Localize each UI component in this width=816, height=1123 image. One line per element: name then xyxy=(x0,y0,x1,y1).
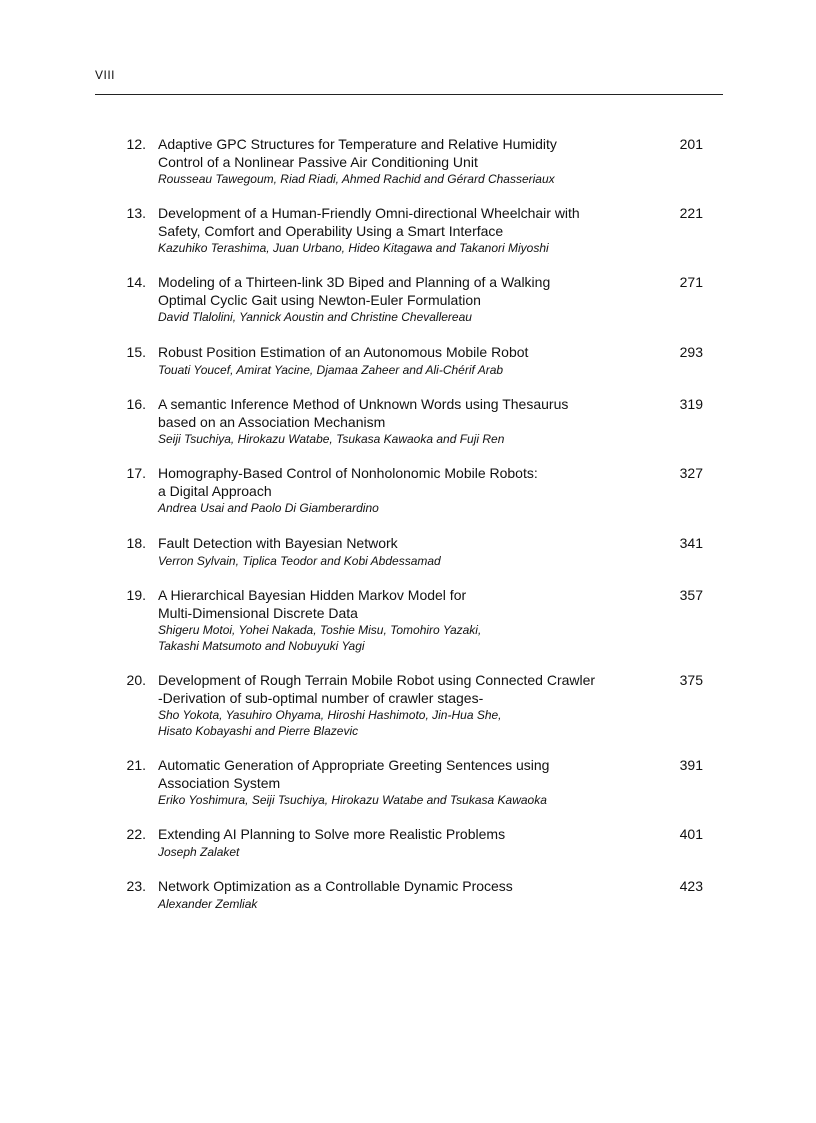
entry-page-number: 327 xyxy=(679,465,703,481)
entry-page-number: 423 xyxy=(679,878,703,894)
entry-authors: Andrea Usai and Paolo Di Giamberardino xyxy=(158,501,379,515)
entry-title-line: a Digital Approach xyxy=(158,482,272,499)
entry-page-number: 201 xyxy=(679,136,703,152)
entry-number: 23. xyxy=(126,878,146,894)
entry-number: 20. xyxy=(126,672,146,688)
entry-number: 18. xyxy=(126,535,146,551)
entry-authors: Kazuhiko Terashima, Juan Urbano, Hideo Kitagawa and Takanori Miyoshi xyxy=(158,241,549,255)
entry-title-line: Optimal Cyclic Gait using Newton-Euler Formulation xyxy=(158,291,481,308)
entry-authors: Eriko Yoshimura, Seiji Tsuchiya, Hirokazu Watabe and Tsukasa Kawaoka xyxy=(158,793,547,807)
entry-title-line: Fault Detection with Bayesian Network xyxy=(158,535,398,551)
entry-page-number: 391 xyxy=(679,757,703,773)
entry-title-line: Multi-Dimensional Discrete Data xyxy=(158,604,358,621)
entry-page-number: 271 xyxy=(679,274,703,290)
entry-title-line: Adaptive GPC Structures for Temperature and Relative Humidity xyxy=(158,136,557,152)
entry-authors: Verron Sylvain, Tiplica Teodor and Kobi Abdessamad xyxy=(158,553,441,568)
entry-title-line: Development of a Human-Friendly Omni-directional Wheelchair with xyxy=(158,205,580,221)
entry-number: 12. xyxy=(126,136,146,152)
entry-page-number: 319 xyxy=(679,396,703,412)
entry-title-line: Safety, Comfort and Operability Using a Smart Interface xyxy=(158,222,504,239)
entry-authors: Sho Yokota, Yasuhiro Ohyama, Hiroshi Hashimoto, Jin-Hua She, xyxy=(158,708,502,722)
entry-page-number: 401 xyxy=(679,826,703,842)
entry-page-number: 375 xyxy=(679,672,703,688)
entry-number: 17. xyxy=(126,465,146,481)
entry-number: 19. xyxy=(126,587,146,603)
entry-number: 14. xyxy=(126,274,146,290)
entry-title-line: Development of Rough Terrain Mobile Robot using Connected Crawler xyxy=(158,672,596,688)
entry-authors: Joseph Zalaket xyxy=(158,844,240,859)
entry-number: 13. xyxy=(126,205,146,221)
entry-number: 21. xyxy=(126,757,146,773)
entry-authors: David Tlalolini, Yannick Aoustin and Christine Chevallereau xyxy=(158,310,472,324)
entry-title-line: based on an Association Mechanism xyxy=(158,413,386,430)
entry-title-line: Robust Position Estimation of an Autonomous Mobile Robot xyxy=(158,344,529,360)
entry-authors: Alexander Zemliak xyxy=(158,896,258,911)
entry-title-line: A semantic Inference Method of Unknown Words using Thesaurus xyxy=(158,396,569,412)
entry-authors: Takashi Matsumoto and Nobuyuki Yagi xyxy=(158,639,365,653)
entry-title-line: Homography-Based Control of Nonholonomic Mobile Robots: xyxy=(158,465,538,481)
entry-title-line: A Hierarchical Bayesian Hidden Markov Model for xyxy=(158,587,467,603)
entry-authors: Touati Youcef, Amirat Yacine, Djamaa Zaheer and Ali-Chérif Arab xyxy=(158,362,504,377)
entry-authors: Rousseau Tawegoum, Riad Riadi, Ahmed Rachid and Gérard Chasseriaux xyxy=(158,172,555,186)
entry-page-number: 341 xyxy=(679,535,703,551)
entry-title-line: Control of a Nonlinear Passive Air Conditioning Unit xyxy=(158,153,478,170)
entry-page-number: 357 xyxy=(679,587,703,603)
entry-authors: Hisato Kobayashi and Pierre Blazevic xyxy=(158,724,359,738)
entry-title-line: Automatic Generation of Appropriate Greeting Sentences using xyxy=(158,757,550,773)
entry-title-line: Association System xyxy=(158,774,281,791)
entry-title-line: Modeling of a Thirteen-link 3D Biped and Planning of a Walking xyxy=(158,274,551,290)
entry-title-line: Network Optimization as a Controllable Dynamic Process xyxy=(158,878,513,894)
entry-title-line: Extending AI Planning to Solve more Realistic Problems xyxy=(158,826,506,842)
entry-number: 16. xyxy=(126,396,146,412)
entry-page-number: 293 xyxy=(679,344,703,360)
entry-authors: Shigeru Motoi, Yohei Nakada, Toshie Misu, Tomohiro Yazaki, xyxy=(158,623,482,637)
entry-number: 15. xyxy=(126,344,146,360)
entry-authors: Seiji Tsuchiya, Hirokazu Watabe, Tsukasa Kawaoka and Fuji Ren xyxy=(158,432,505,446)
entry-page-number: 221 xyxy=(679,205,703,221)
page-number-header: VIII xyxy=(95,68,116,82)
entry-number: 22. xyxy=(126,826,146,842)
entry-title-line: -Derivation of sub-optimal number of crawler stages- xyxy=(158,689,484,706)
